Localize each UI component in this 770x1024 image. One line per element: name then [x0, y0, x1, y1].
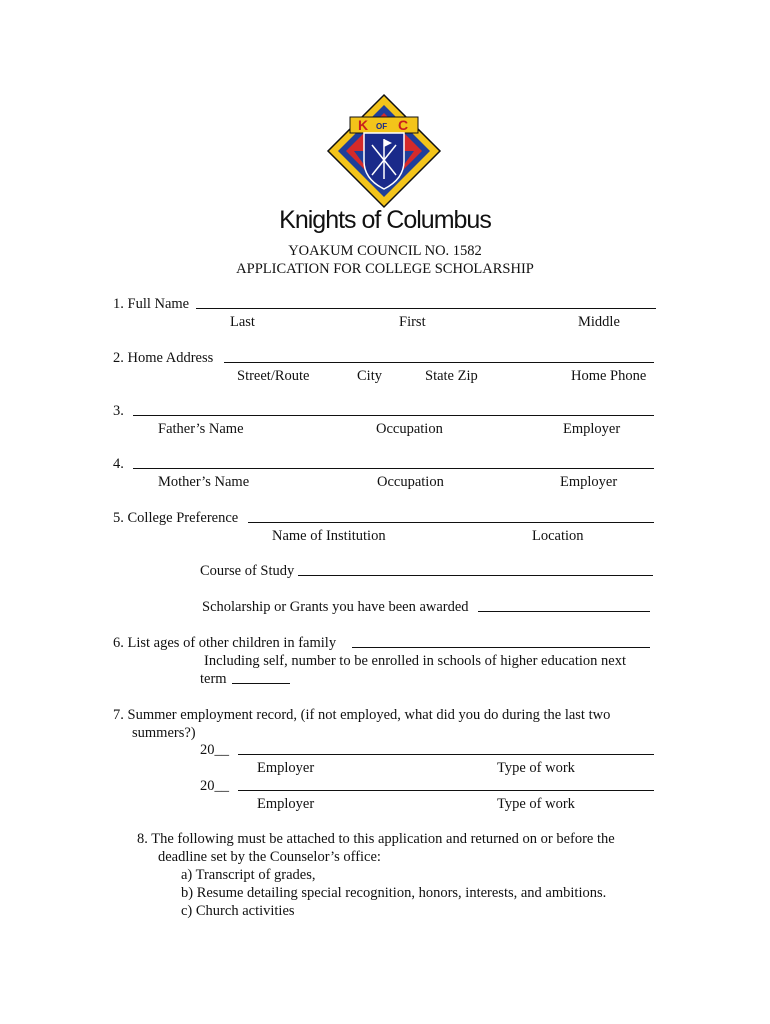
- full-name-middle-label: Middle: [578, 314, 620, 330]
- college-preference-label: 5. College Preference: [113, 510, 239, 526]
- attachment-item: c) Church activities: [181, 903, 295, 919]
- employment-employer-label-2: Employer: [257, 796, 315, 812]
- full-name-first-label: First: [399, 314, 426, 330]
- street-route-label: Street/Route: [237, 368, 310, 384]
- mother-item-number: 4.: [113, 456, 124, 472]
- scholarships-field[interactable]: [478, 611, 650, 612]
- employment-record-field-1[interactable]: [238, 754, 654, 755]
- institution-name-label: Name of Institution: [272, 528, 386, 544]
- institution-location-label: Location: [532, 528, 584, 544]
- mother-name-label: Mother’s Name: [158, 474, 250, 490]
- attachment-item: b) Resume detailing special recognition, honors, interests, and ambitions.: [181, 885, 607, 901]
- mother-employer-label: Employer: [560, 474, 618, 490]
- other-children-field[interactable]: [352, 647, 650, 648]
- city-label: City: [357, 368, 382, 384]
- full-name-field[interactable]: [196, 308, 656, 309]
- course-of-study-field[interactable]: [298, 575, 653, 576]
- father-occupation-label: Occupation: [376, 421, 443, 437]
- next-term-field[interactable]: [232, 683, 290, 684]
- mother-occupation-label: Occupation: [377, 474, 444, 490]
- employment-work-type-label-2: Type of work: [497, 796, 575, 812]
- father-name-label: Father’s Name: [158, 421, 244, 437]
- father-info-field[interactable]: [133, 415, 654, 416]
- scholarships-label: Scholarship or Grants you have been awarded: [202, 599, 469, 615]
- logo-letter-c: C: [398, 117, 409, 133]
- employment-year-2: 20__: [200, 778, 229, 794]
- college-preference-field[interactable]: [248, 522, 654, 523]
- application-heading: APPLICATION FOR COLLEGE SCHOLARSHIP: [236, 261, 534, 277]
- state-zip-label: State Zip: [425, 368, 478, 384]
- home-phone-label: Home Phone: [571, 368, 647, 384]
- logo-letter-k: K: [358, 117, 369, 133]
- course-of-study-label: Course of Study: [200, 563, 295, 579]
- attachments-instructions: 8. The following must be attached to this application and returned on or before the: [137, 831, 615, 847]
- employment-year-1: 20__: [200, 742, 229, 758]
- home-address-field[interactable]: [224, 362, 654, 363]
- document-title: Knights of Columbus: [279, 206, 491, 234]
- home-address-label: 2. Home Address: [113, 350, 214, 366]
- logo-letter-of: OF: [376, 122, 388, 131]
- knights-of-columbus-emblem: [326, 93, 442, 209]
- summer-employment-label: 7. Summer employment record, (if not employed, what did you do during the last two: [113, 707, 611, 723]
- mother-info-field[interactable]: [133, 468, 654, 469]
- full-name-last-label: Last: [230, 314, 255, 330]
- attachments-deadline: deadline set by the Counselor’s office:: [158, 849, 381, 865]
- attachment-item: a) Transcript of grades,: [181, 867, 316, 883]
- employment-employer-label-1: Employer: [257, 760, 315, 776]
- summer-employment-label-cont: summers?): [132, 725, 196, 741]
- other-children-label: 6. List ages of other children in family: [113, 635, 337, 651]
- higher-education-note: Including self, number to be enrolled in schools of higher education next: [204, 653, 627, 669]
- father-employer-label: Employer: [563, 421, 621, 437]
- father-item-number: 3.: [113, 403, 124, 419]
- full-name-label: 1. Full Name: [113, 296, 190, 312]
- council-name: YOAKUM COUNCIL NO. 1582: [288, 243, 482, 259]
- next-term-label: term: [200, 671, 227, 687]
- employment-record-field-2[interactable]: [238, 790, 654, 791]
- employment-work-type-label-1: Type of work: [497, 760, 575, 776]
